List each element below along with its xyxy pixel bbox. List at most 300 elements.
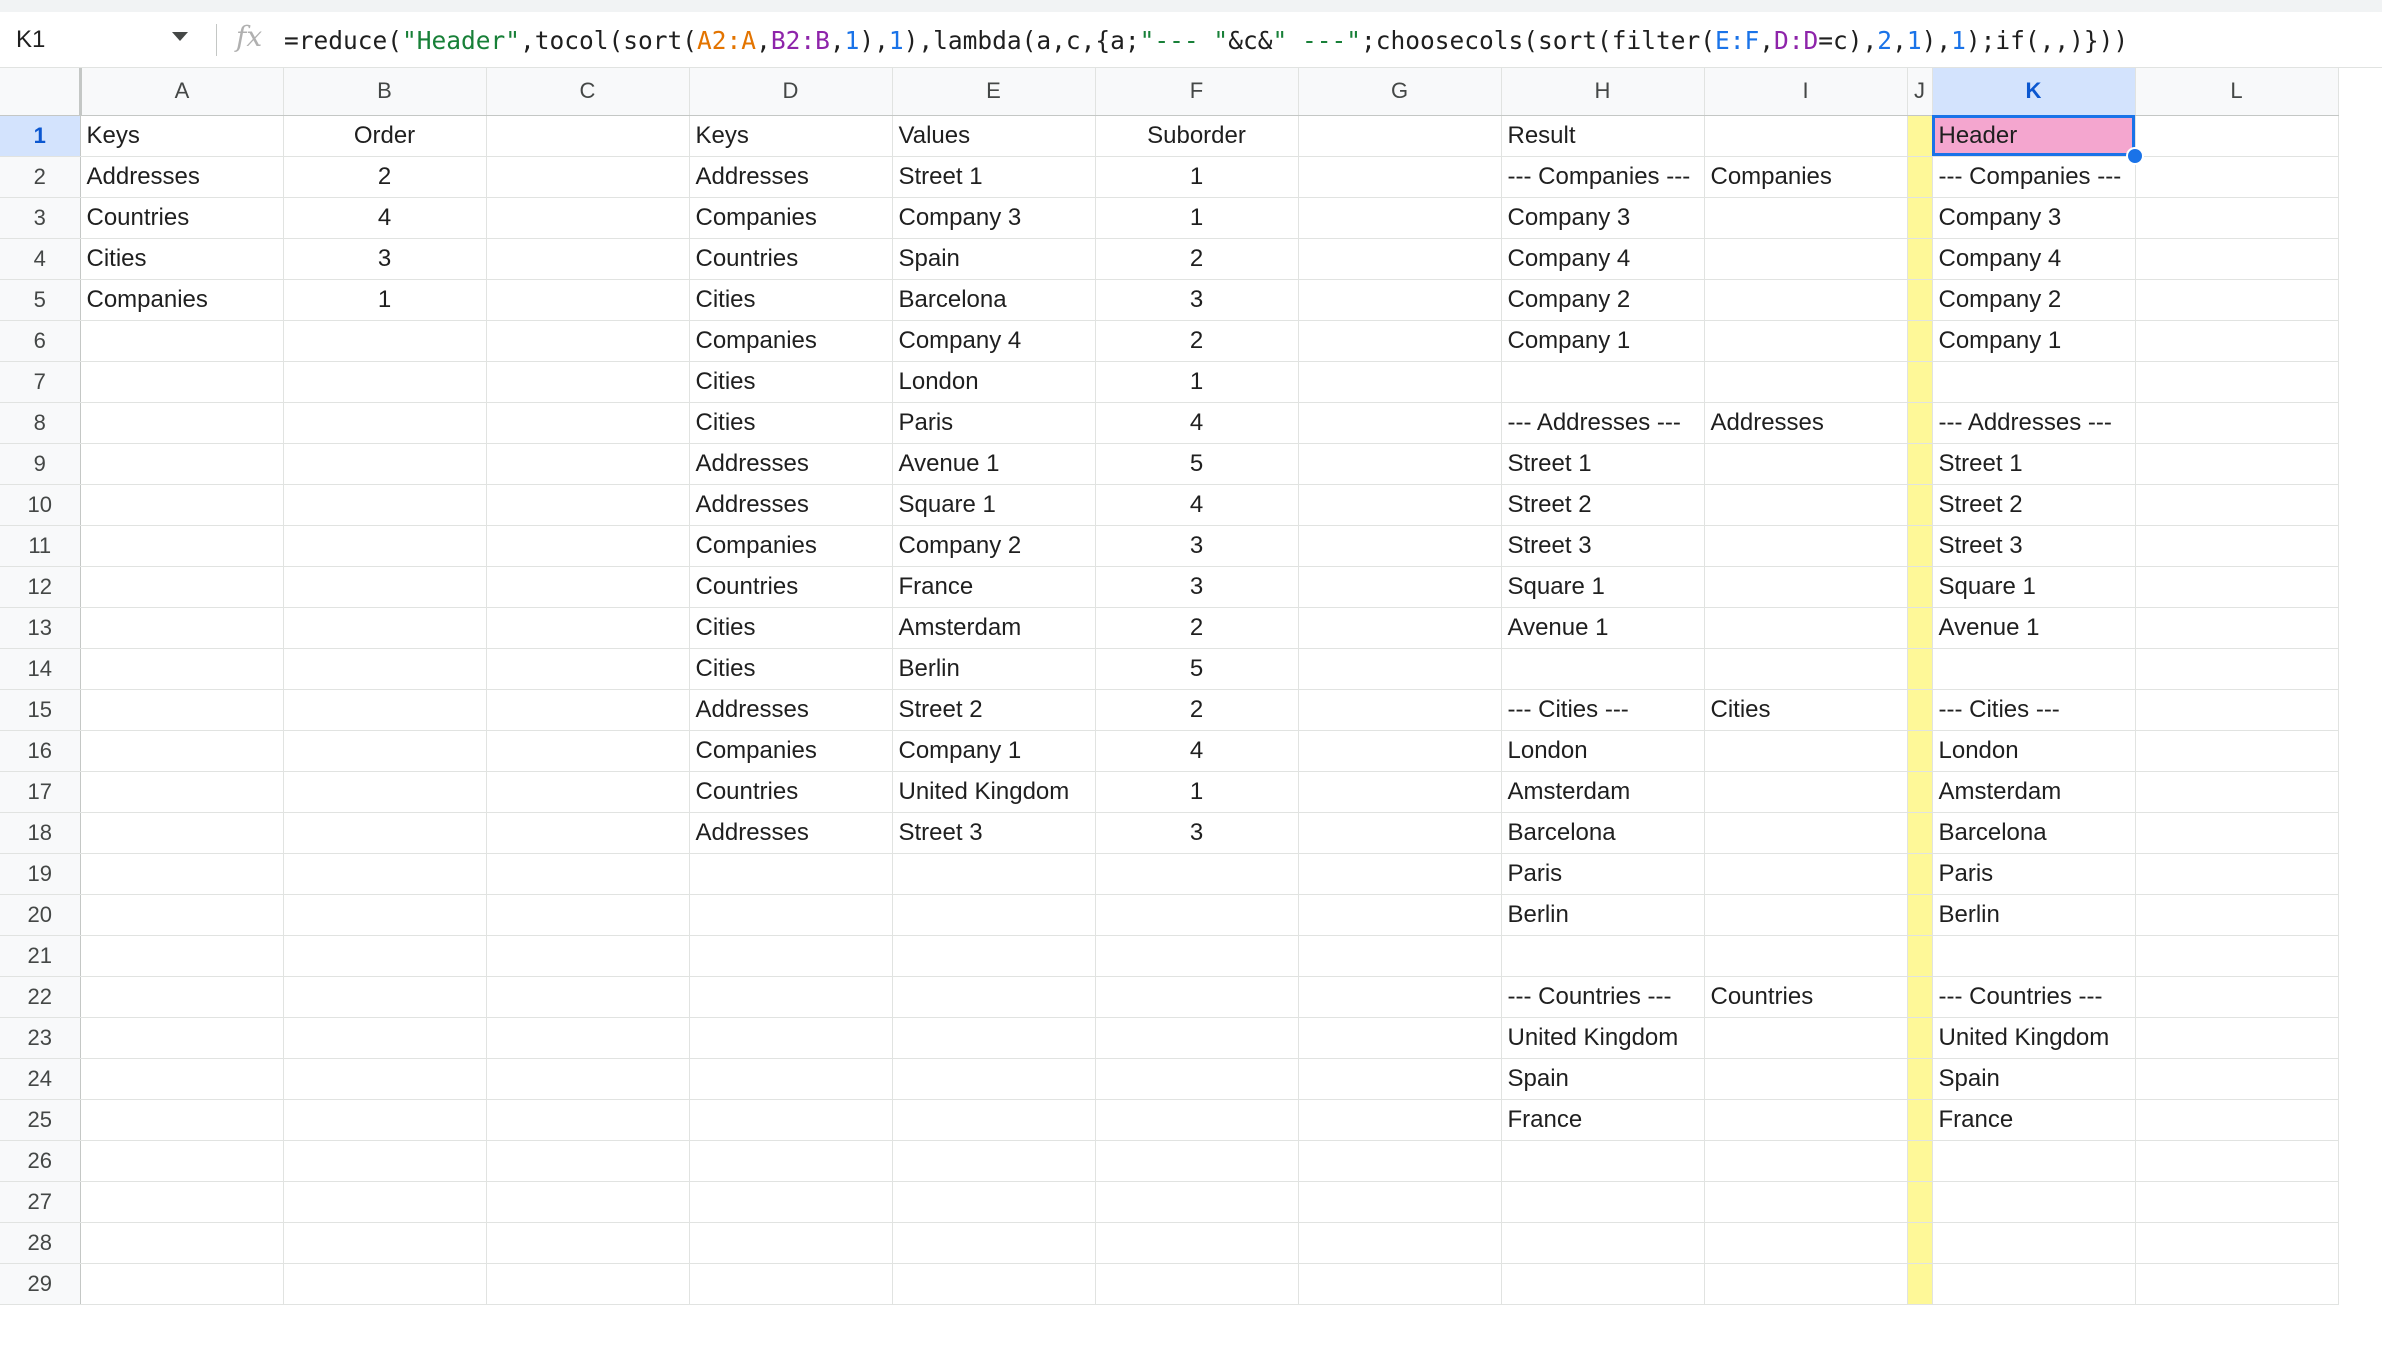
- cell-k20[interactable]: Berlin: [1932, 894, 2135, 935]
- cell-f16[interactable]: 4: [1095, 730, 1298, 771]
- cell-h18[interactable]: Barcelona: [1501, 812, 1704, 853]
- cell-d8[interactable]: Cities: [689, 402, 892, 443]
- cell-f27[interactable]: [1095, 1181, 1298, 1222]
- cell-h24[interactable]: Spain: [1501, 1058, 1704, 1099]
- row-header[interactable]: 27: [0, 1181, 80, 1222]
- cell-i28[interactable]: [1704, 1222, 1907, 1263]
- cell-i5[interactable]: [1704, 279, 1907, 320]
- cell-b18[interactable]: [283, 812, 486, 853]
- cell-f26[interactable]: [1095, 1140, 1298, 1181]
- cell-c24[interactable]: [486, 1058, 689, 1099]
- cell-a14[interactable]: [80, 648, 283, 689]
- cell-b5[interactable]: 1: [283, 279, 486, 320]
- cell-j8[interactable]: [1907, 402, 1932, 443]
- cell-j7[interactable]: [1907, 361, 1932, 402]
- cell-i26[interactable]: [1704, 1140, 1907, 1181]
- cell-j16[interactable]: [1907, 730, 1932, 771]
- cell-a4[interactable]: Cities: [80, 238, 283, 279]
- cell-f10[interactable]: 4: [1095, 484, 1298, 525]
- cell-e7[interactable]: London: [892, 361, 1095, 402]
- cell-h12[interactable]: Square 1: [1501, 566, 1704, 607]
- cell-c2[interactable]: [486, 156, 689, 197]
- cell-d14[interactable]: Cities: [689, 648, 892, 689]
- cell-k24[interactable]: Spain: [1932, 1058, 2135, 1099]
- cell-g7[interactable]: [1298, 361, 1501, 402]
- cell-i1[interactable]: [1704, 115, 1907, 156]
- cell-a9[interactable]: [80, 443, 283, 484]
- cell-g22[interactable]: [1298, 976, 1501, 1017]
- cell-h6[interactable]: Company 1: [1501, 320, 1704, 361]
- cell-i14[interactable]: [1704, 648, 1907, 689]
- row-header[interactable]: 3: [0, 197, 80, 238]
- cell-f4[interactable]: 2: [1095, 238, 1298, 279]
- cell-a12[interactable]: [80, 566, 283, 607]
- cell-a26[interactable]: [80, 1140, 283, 1181]
- cell-g16[interactable]: [1298, 730, 1501, 771]
- cell-d7[interactable]: Cities: [689, 361, 892, 402]
- cell-l24[interactable]: [2135, 1058, 2338, 1099]
- cell-a6[interactable]: [80, 320, 283, 361]
- cell-i27[interactable]: [1704, 1181, 1907, 1222]
- cell-k26[interactable]: [1932, 1140, 2135, 1181]
- cell-l20[interactable]: [2135, 894, 2338, 935]
- cell-k27[interactable]: [1932, 1181, 2135, 1222]
- cell-h2[interactable]: --- Companies ---: [1501, 156, 1704, 197]
- cell-c23[interactable]: [486, 1017, 689, 1058]
- cell-g14[interactable]: [1298, 648, 1501, 689]
- cell-a8[interactable]: [80, 402, 283, 443]
- cell-b8[interactable]: [283, 402, 486, 443]
- column-header-b[interactable]: B: [283, 68, 486, 115]
- row-header[interactable]: 11: [0, 525, 80, 566]
- cell-d13[interactable]: Cities: [689, 607, 892, 648]
- cell-b25[interactable]: [283, 1099, 486, 1140]
- cell-g8[interactable]: [1298, 402, 1501, 443]
- cell-l14[interactable]: [2135, 648, 2338, 689]
- cell-h20[interactable]: Berlin: [1501, 894, 1704, 935]
- column-header-k[interactable]: K: [1932, 68, 2135, 115]
- cell-g27[interactable]: [1298, 1181, 1501, 1222]
- cell-i13[interactable]: [1704, 607, 1907, 648]
- cell-a5[interactable]: Companies: [80, 279, 283, 320]
- cell-l6[interactable]: [2135, 320, 2338, 361]
- cell-i23[interactable]: [1704, 1017, 1907, 1058]
- cell-j6[interactable]: [1907, 320, 1932, 361]
- cell-b1[interactable]: Order: [283, 115, 486, 156]
- cell-d9[interactable]: Addresses: [689, 443, 892, 484]
- column-header-f[interactable]: F: [1095, 68, 1298, 115]
- cell-i29[interactable]: [1704, 1263, 1907, 1304]
- cell-e29[interactable]: [892, 1263, 1095, 1304]
- row-header[interactable]: 15: [0, 689, 80, 730]
- cell-c3[interactable]: [486, 197, 689, 238]
- cell-l22[interactable]: [2135, 976, 2338, 1017]
- cell-l11[interactable]: [2135, 525, 2338, 566]
- cell-b4[interactable]: 3: [283, 238, 486, 279]
- cell-g17[interactable]: [1298, 771, 1501, 812]
- cell-g24[interactable]: [1298, 1058, 1501, 1099]
- row-header[interactable]: 22: [0, 976, 80, 1017]
- column-header-l[interactable]: L: [2135, 68, 2338, 115]
- cell-i6[interactable]: [1704, 320, 1907, 361]
- cell-j28[interactable]: [1907, 1222, 1932, 1263]
- cell-i8[interactable]: Addresses: [1704, 402, 1907, 443]
- cell-f15[interactable]: 2: [1095, 689, 1298, 730]
- cell-i3[interactable]: [1704, 197, 1907, 238]
- column-header-h[interactable]: H: [1501, 68, 1704, 115]
- row-header[interactable]: 25: [0, 1099, 80, 1140]
- cell-d4[interactable]: Countries: [689, 238, 892, 279]
- cell-c13[interactable]: [486, 607, 689, 648]
- cell-e10[interactable]: Square 1: [892, 484, 1095, 525]
- cell-i9[interactable]: [1704, 443, 1907, 484]
- cell-f19[interactable]: [1095, 853, 1298, 894]
- cell-c17[interactable]: [486, 771, 689, 812]
- cell-e9[interactable]: Avenue 1: [892, 443, 1095, 484]
- cell-f2[interactable]: 1: [1095, 156, 1298, 197]
- row-header[interactable]: 16: [0, 730, 80, 771]
- cell-a21[interactable]: [80, 935, 283, 976]
- cell-i11[interactable]: [1704, 525, 1907, 566]
- cell-k9[interactable]: Street 1: [1932, 443, 2135, 484]
- cell-d11[interactable]: Companies: [689, 525, 892, 566]
- cell-j15[interactable]: [1907, 689, 1932, 730]
- cell-k5[interactable]: Company 2: [1932, 279, 2135, 320]
- cell-l19[interactable]: [2135, 853, 2338, 894]
- cell-e24[interactable]: [892, 1058, 1095, 1099]
- cell-h22[interactable]: --- Countries ---: [1501, 976, 1704, 1017]
- cell-b3[interactable]: 4: [283, 197, 486, 238]
- cell-a16[interactable]: [80, 730, 283, 771]
- cell-d16[interactable]: Companies: [689, 730, 892, 771]
- cell-i7[interactable]: [1704, 361, 1907, 402]
- row-header[interactable]: 19: [0, 853, 80, 894]
- cell-i25[interactable]: [1704, 1099, 1907, 1140]
- cell-h9[interactable]: Street 1: [1501, 443, 1704, 484]
- row-header[interactable]: 4: [0, 238, 80, 279]
- cell-d25[interactable]: [689, 1099, 892, 1140]
- cell-c8[interactable]: [486, 402, 689, 443]
- cell-l3[interactable]: [2135, 197, 2338, 238]
- cell-j4[interactable]: [1907, 238, 1932, 279]
- cell-f23[interactable]: [1095, 1017, 1298, 1058]
- cell-j19[interactable]: [1907, 853, 1932, 894]
- cell-b10[interactable]: [283, 484, 486, 525]
- cell-i2[interactable]: Companies: [1704, 156, 1907, 197]
- row-header[interactable]: 21: [0, 935, 80, 976]
- cell-k25[interactable]: France: [1932, 1099, 2135, 1140]
- cell-e6[interactable]: Company 4: [892, 320, 1095, 361]
- cell-b2[interactable]: 2: [283, 156, 486, 197]
- cell-b27[interactable]: [283, 1181, 486, 1222]
- cell-i10[interactable]: [1704, 484, 1907, 525]
- row-header[interactable]: 18: [0, 812, 80, 853]
- cell-l27[interactable]: [2135, 1181, 2338, 1222]
- cell-e22[interactable]: [892, 976, 1095, 1017]
- cell-e12[interactable]: France: [892, 566, 1095, 607]
- cell-j29[interactable]: [1907, 1263, 1932, 1304]
- cell-a19[interactable]: [80, 853, 283, 894]
- cell-f29[interactable]: [1095, 1263, 1298, 1304]
- cell-h19[interactable]: Paris: [1501, 853, 1704, 894]
- cell-l16[interactable]: [2135, 730, 2338, 771]
- cell-e8[interactable]: Paris: [892, 402, 1095, 443]
- cell-d12[interactable]: Countries: [689, 566, 892, 607]
- column-header-d[interactable]: D: [689, 68, 892, 115]
- cell-g19[interactable]: [1298, 853, 1501, 894]
- select-all-corner[interactable]: [0, 68, 80, 115]
- cell-g12[interactable]: [1298, 566, 1501, 607]
- cell-a3[interactable]: Countries: [80, 197, 283, 238]
- cell-a24[interactable]: [80, 1058, 283, 1099]
- cell-g21[interactable]: [1298, 935, 1501, 976]
- cell-d5[interactable]: Cities: [689, 279, 892, 320]
- cell-i18[interactable]: [1704, 812, 1907, 853]
- cell-l2[interactable]: [2135, 156, 2338, 197]
- cell-e27[interactable]: [892, 1181, 1095, 1222]
- row-header[interactable]: 10: [0, 484, 80, 525]
- cell-c16[interactable]: [486, 730, 689, 771]
- cell-k19[interactable]: Paris: [1932, 853, 2135, 894]
- cell-f13[interactable]: 2: [1095, 607, 1298, 648]
- cell-i19[interactable]: [1704, 853, 1907, 894]
- cell-d17[interactable]: Countries: [689, 771, 892, 812]
- cell-d21[interactable]: [689, 935, 892, 976]
- cell-g4[interactable]: [1298, 238, 1501, 279]
- cell-b22[interactable]: [283, 976, 486, 1017]
- row-header[interactable]: 13: [0, 607, 80, 648]
- cell-a11[interactable]: [80, 525, 283, 566]
- cell-a27[interactable]: [80, 1181, 283, 1222]
- cell-j20[interactable]: [1907, 894, 1932, 935]
- row-header[interactable]: 26: [0, 1140, 80, 1181]
- cell-f5[interactable]: 3: [1095, 279, 1298, 320]
- row-header[interactable]: 2: [0, 156, 80, 197]
- cell-k6[interactable]: Company 1: [1932, 320, 2135, 361]
- cell-d19[interactable]: [689, 853, 892, 894]
- cell-k17[interactable]: Amsterdam: [1932, 771, 2135, 812]
- cell-f28[interactable]: [1095, 1222, 1298, 1263]
- cell-c4[interactable]: [486, 238, 689, 279]
- row-header[interactable]: 23: [0, 1017, 80, 1058]
- cell-d29[interactable]: [689, 1263, 892, 1304]
- cell-j5[interactable]: [1907, 279, 1932, 320]
- cell-f12[interactable]: 3: [1095, 566, 1298, 607]
- cell-f8[interactable]: 4: [1095, 402, 1298, 443]
- cell-e13[interactable]: Amsterdam: [892, 607, 1095, 648]
- cell-h15[interactable]: --- Cities ---: [1501, 689, 1704, 730]
- cell-b11[interactable]: [283, 525, 486, 566]
- cell-b17[interactable]: [283, 771, 486, 812]
- cell-f17[interactable]: 1: [1095, 771, 1298, 812]
- cell-c9[interactable]: [486, 443, 689, 484]
- cell-e1[interactable]: Values: [892, 115, 1095, 156]
- cell-g29[interactable]: [1298, 1263, 1501, 1304]
- cell-h28[interactable]: [1501, 1222, 1704, 1263]
- cell-g23[interactable]: [1298, 1017, 1501, 1058]
- cell-d23[interactable]: [689, 1017, 892, 1058]
- cell-c29[interactable]: [486, 1263, 689, 1304]
- cell-g18[interactable]: [1298, 812, 1501, 853]
- cell-e19[interactable]: [892, 853, 1095, 894]
- cell-f7[interactable]: 1: [1095, 361, 1298, 402]
- cell-f20[interactable]: [1095, 894, 1298, 935]
- cell-a22[interactable]: [80, 976, 283, 1017]
- column-header-c[interactable]: C: [486, 68, 689, 115]
- cell-g9[interactable]: [1298, 443, 1501, 484]
- cell-h17[interactable]: Amsterdam: [1501, 771, 1704, 812]
- cell-g10[interactable]: [1298, 484, 1501, 525]
- cell-a20[interactable]: [80, 894, 283, 935]
- cell-e18[interactable]: Street 3: [892, 812, 1095, 853]
- cell-k10[interactable]: Street 2: [1932, 484, 2135, 525]
- cell-k3[interactable]: Company 3: [1932, 197, 2135, 238]
- cell-b23[interactable]: [283, 1017, 486, 1058]
- cell-e25[interactable]: [892, 1099, 1095, 1140]
- row-header[interactable]: 28: [0, 1222, 80, 1263]
- cell-c28[interactable]: [486, 1222, 689, 1263]
- cell-l10[interactable]: [2135, 484, 2338, 525]
- cell-g2[interactable]: [1298, 156, 1501, 197]
- cell-d24[interactable]: [689, 1058, 892, 1099]
- cell-g28[interactable]: [1298, 1222, 1501, 1263]
- cell-e15[interactable]: Street 2: [892, 689, 1095, 730]
- cell-k12[interactable]: Square 1: [1932, 566, 2135, 607]
- cell-a18[interactable]: [80, 812, 283, 853]
- cell-c12[interactable]: [486, 566, 689, 607]
- cell-k29[interactable]: [1932, 1263, 2135, 1304]
- cell-j3[interactable]: [1907, 197, 1932, 238]
- cell-c1[interactable]: [486, 115, 689, 156]
- cell-l26[interactable]: [2135, 1140, 2338, 1181]
- cell-i17[interactable]: [1704, 771, 1907, 812]
- cell-g11[interactable]: [1298, 525, 1501, 566]
- cell-e23[interactable]: [892, 1017, 1095, 1058]
- cell-d28[interactable]: [689, 1222, 892, 1263]
- cell-f22[interactable]: [1095, 976, 1298, 1017]
- cell-l4[interactable]: [2135, 238, 2338, 279]
- cell-j23[interactable]: [1907, 1017, 1932, 1058]
- cell-l28[interactable]: [2135, 1222, 2338, 1263]
- row-header[interactable]: 20: [0, 894, 80, 935]
- cell-h7[interactable]: [1501, 361, 1704, 402]
- cell-j13[interactable]: [1907, 607, 1932, 648]
- cell-d15[interactable]: Addresses: [689, 689, 892, 730]
- cell-c25[interactable]: [486, 1099, 689, 1140]
- cell-d2[interactable]: Addresses: [689, 156, 892, 197]
- cell-j27[interactable]: [1907, 1181, 1932, 1222]
- cell-f1[interactable]: Suborder: [1095, 115, 1298, 156]
- cell-l5[interactable]: [2135, 279, 2338, 320]
- cell-c26[interactable]: [486, 1140, 689, 1181]
- cell-a1[interactable]: Keys: [80, 115, 283, 156]
- cell-h1[interactable]: Result: [1501, 115, 1704, 156]
- cell-c27[interactable]: [486, 1181, 689, 1222]
- cell-g3[interactable]: [1298, 197, 1501, 238]
- cell-a28[interactable]: [80, 1222, 283, 1263]
- column-header-g[interactable]: G: [1298, 68, 1501, 115]
- column-header-j[interactable]: J: [1907, 68, 1932, 115]
- cell-k28[interactable]: [1932, 1222, 2135, 1263]
- cell-h27[interactable]: [1501, 1181, 1704, 1222]
- cell-l13[interactable]: [2135, 607, 2338, 648]
- cell-h4[interactable]: Company 4: [1501, 238, 1704, 279]
- cell-h13[interactable]: Avenue 1: [1501, 607, 1704, 648]
- cell-g5[interactable]: [1298, 279, 1501, 320]
- cell-k7[interactable]: [1932, 361, 2135, 402]
- row-header[interactable]: 8: [0, 402, 80, 443]
- cell-l9[interactable]: [2135, 443, 2338, 484]
- cell-l23[interactable]: [2135, 1017, 2338, 1058]
- cell-b14[interactable]: [283, 648, 486, 689]
- cell-d22[interactable]: [689, 976, 892, 1017]
- cell-i4[interactable]: [1704, 238, 1907, 279]
- cell-h11[interactable]: Street 3: [1501, 525, 1704, 566]
- cell-c19[interactable]: [486, 853, 689, 894]
- cell-l7[interactable]: [2135, 361, 2338, 402]
- cell-a13[interactable]: [80, 607, 283, 648]
- cell-a25[interactable]: [80, 1099, 283, 1140]
- cell-a2[interactable]: Addresses: [80, 156, 283, 197]
- cell-g20[interactable]: [1298, 894, 1501, 935]
- cell-c11[interactable]: [486, 525, 689, 566]
- cell-b16[interactable]: [283, 730, 486, 771]
- cell-a29[interactable]: [80, 1263, 283, 1304]
- cell-a10[interactable]: [80, 484, 283, 525]
- cell-k16[interactable]: London: [1932, 730, 2135, 771]
- cell-i22[interactable]: Countries: [1704, 976, 1907, 1017]
- cell-e16[interactable]: Company 1: [892, 730, 1095, 771]
- fill-handle[interactable]: [2126, 147, 2144, 165]
- cell-b21[interactable]: [283, 935, 486, 976]
- cell-f11[interactable]: 3: [1095, 525, 1298, 566]
- cell-g13[interactable]: [1298, 607, 1501, 648]
- cell-h23[interactable]: United Kingdom: [1501, 1017, 1704, 1058]
- cell-k1[interactable]: Header: [1932, 115, 2135, 156]
- row-header[interactable]: 9: [0, 443, 80, 484]
- cell-h21[interactable]: [1501, 935, 1704, 976]
- cell-b15[interactable]: [283, 689, 486, 730]
- cell-j21[interactable]: [1907, 935, 1932, 976]
- cell-k8[interactable]: --- Addresses ---: [1932, 402, 2135, 443]
- cell-l29[interactable]: [2135, 1263, 2338, 1304]
- cell-l8[interactable]: [2135, 402, 2338, 443]
- cell-d1[interactable]: Keys: [689, 115, 892, 156]
- cell-c21[interactable]: [486, 935, 689, 976]
- row-header[interactable]: 7: [0, 361, 80, 402]
- cell-g26[interactable]: [1298, 1140, 1501, 1181]
- cell-f24[interactable]: [1095, 1058, 1298, 1099]
- cell-h25[interactable]: France: [1501, 1099, 1704, 1140]
- cell-d10[interactable]: Addresses: [689, 484, 892, 525]
- cell-a15[interactable]: [80, 689, 283, 730]
- cell-h26[interactable]: [1501, 1140, 1704, 1181]
- cell-b12[interactable]: [283, 566, 486, 607]
- cell-b9[interactable]: [283, 443, 486, 484]
- cell-h5[interactable]: Company 2: [1501, 279, 1704, 320]
- formula-input[interactable]: [284, 12, 2128, 68]
- cell-j2[interactable]: [1907, 156, 1932, 197]
- cell-k11[interactable]: Street 3: [1932, 525, 2135, 566]
- cell-k18[interactable]: Barcelona: [1932, 812, 2135, 853]
- cell-d27[interactable]: [689, 1181, 892, 1222]
- column-header-a[interactable]: A: [80, 68, 283, 115]
- cell-i21[interactable]: [1704, 935, 1907, 976]
- cell-l25[interactable]: [2135, 1099, 2338, 1140]
- cell-b20[interactable]: [283, 894, 486, 935]
- cell-e28[interactable]: [892, 1222, 1095, 1263]
- cell-h10[interactable]: Street 2: [1501, 484, 1704, 525]
